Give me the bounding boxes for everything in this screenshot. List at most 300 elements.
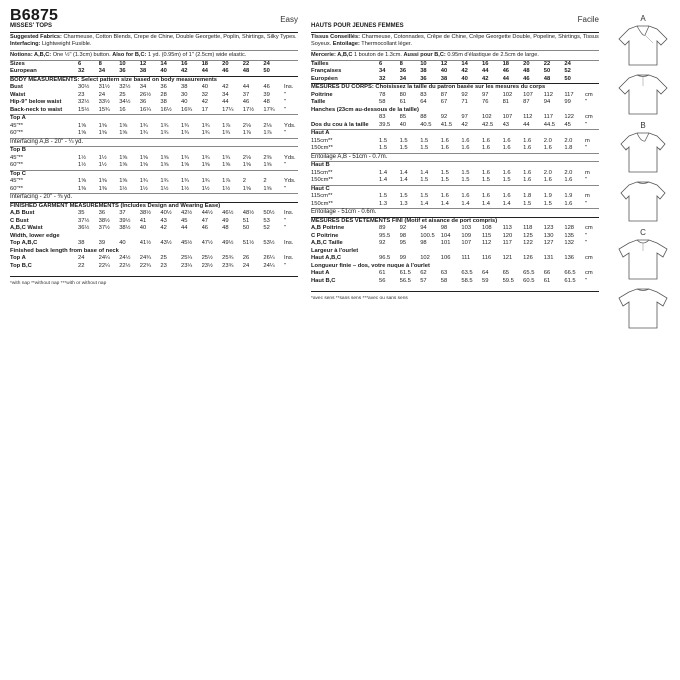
table-cell: 1⅝ — [263, 185, 272, 192]
notions-paragraph-fr — [311, 51, 599, 61]
fabric-section — [10, 170, 298, 202]
table-cell: 1¾ — [201, 154, 210, 161]
table-cell: 1.4 — [461, 200, 470, 207]
table-cell: 38 — [78, 240, 85, 247]
table-cell: 1.3 — [379, 200, 388, 207]
table-cell: 109 — [461, 232, 472, 239]
table-cell: 83 — [379, 114, 386, 121]
table-cell: 8 — [399, 60, 403, 67]
table-cell: 111 — [461, 255, 471, 262]
unit-cell: m — [585, 169, 590, 176]
unit-cell — [585, 76, 599, 84]
table-row — [311, 193, 599, 201]
table-row — [311, 240, 599, 248]
table-cell: 89 — [379, 225, 386, 232]
table-cell: 36 — [119, 68, 126, 75]
table-cell: 14 — [160, 60, 167, 67]
unit-cell — [284, 61, 298, 69]
table-cell: 50 — [564, 75, 571, 82]
table-cell: 25 — [119, 91, 126, 98]
table-cell: 127 — [543, 240, 554, 247]
table-cell: 1¾ — [139, 122, 148, 129]
table-cell: 23½ — [201, 262, 213, 269]
unit-cell: " — [284, 217, 287, 224]
difficulty: Easy — [280, 15, 298, 24]
table-cell: 1.6 — [523, 137, 532, 144]
table-cell: 1½ — [160, 185, 169, 192]
unit-cell: " — [284, 162, 287, 169]
table-cell: 66 — [543, 270, 551, 277]
table-cell: 44.5 — [543, 121, 556, 128]
table-cell: 59 — [481, 277, 489, 284]
table-row — [10, 155, 298, 163]
table-cell: 46 — [523, 75, 530, 82]
table-row — [10, 178, 298, 186]
table-cell: 1¾ — [180, 178, 190, 185]
width-heading-fr: Largeur à l'ourlet — [311, 247, 359, 254]
table-row — [10, 123, 298, 131]
table-cell: 38½ — [98, 217, 110, 224]
table-cell: 1.4 — [379, 169, 388, 176]
table-cell: 41.5 — [440, 121, 453, 128]
table-cell: 1.6 — [543, 177, 552, 184]
length-heading-fr: Longueur finie – dos, votre nuque à l'ourlet — [311, 262, 430, 269]
top-b-front-sketch — [615, 130, 671, 176]
table-cell: 99 — [564, 99, 571, 106]
table-cell: 2.0 — [564, 137, 573, 144]
table-cell: 22 — [242, 60, 250, 67]
table-cell: 1¾ — [201, 130, 210, 137]
unit-cell: " — [284, 130, 287, 137]
length-table — [10, 255, 298, 270]
notions-label: Notions: A,B,C: — [10, 51, 52, 58]
table-cell: 96.5 — [379, 255, 391, 262]
table-cell: 65 — [502, 270, 510, 277]
table-cell: 34½ — [119, 99, 131, 106]
table-cell: 1.5 — [502, 177, 511, 184]
table-cell: 23 — [78, 91, 85, 98]
table-cell: 16 — [119, 106, 126, 113]
top-c-back-sketch — [615, 286, 671, 332]
header — [10, 7, 298, 33]
table-row — [10, 130, 298, 138]
table-cell: 60.5 — [523, 277, 535, 284]
table-cell: 40 — [201, 84, 209, 91]
width-table — [10, 240, 298, 248]
row-label: Françaises — [311, 68, 342, 75]
notions-also-label: Also for B,C: — [112, 51, 147, 58]
table-cell: 39 — [263, 91, 270, 98]
table-cell: 50 — [543, 68, 551, 75]
table-cell: 12 — [139, 60, 147, 67]
table-cell: 1⅝ — [139, 162, 148, 169]
interfacing-text-fr: Thermocollant léger. — [361, 41, 412, 48]
table-cell: 65.5 — [523, 270, 535, 277]
table-cell: 48 — [523, 68, 530, 75]
table-cell: 1.6 — [502, 193, 511, 200]
table-cell: 1¾ — [160, 122, 169, 129]
table-cell: 1.5 — [481, 177, 491, 184]
table-cell: 14 — [461, 60, 468, 67]
table-cell: 58 — [379, 99, 386, 106]
table-cell: 37½ — [98, 225, 110, 232]
table-cell: 98 — [440, 225, 448, 232]
table-cell: 1.9 — [564, 193, 573, 200]
pattern-code: B6875 — [10, 7, 59, 24]
table-cell: 16 — [481, 60, 489, 67]
table-cell: 1⅞ — [222, 122, 231, 129]
fabrics-paragraph — [10, 33, 298, 51]
row-label: C Bust — [10, 217, 29, 224]
table-cell: 1.6 — [440, 145, 449, 152]
table-cell: 18 — [201, 60, 209, 67]
table-cell: 1.9 — [543, 193, 552, 200]
table-cell: 42 — [461, 121, 468, 128]
table-row — [311, 177, 599, 185]
table-cell: 46 — [263, 84, 270, 91]
table-cell: 113 — [502, 225, 512, 232]
table-cell: 58.5 — [461, 277, 473, 284]
table-cell: 1⅝ — [119, 178, 128, 185]
table-cell: 22¾ — [139, 262, 152, 269]
table-row — [311, 145, 599, 153]
table-row — [311, 61, 599, 69]
row-label: European — [10, 68, 37, 75]
table-row — [311, 278, 599, 286]
table-cell: 67 — [440, 99, 448, 106]
table-row — [10, 107, 298, 115]
table-cell: 131 — [543, 255, 554, 262]
table-cell: 44 — [502, 75, 510, 82]
row-label: 60"** — [10, 130, 24, 137]
table-cell: 32½ — [119, 84, 131, 91]
interfacing-text: Lightweight Fusible. — [42, 41, 92, 48]
table-cell: 81 — [502, 99, 510, 106]
table-cell: 39 — [98, 240, 106, 247]
table-cell: 115 — [481, 232, 492, 239]
table-cell: 48½ — [242, 210, 255, 217]
table-cell: 1⅝ — [263, 162, 272, 169]
table-cell: 33½ — [98, 99, 110, 106]
table-row — [311, 225, 599, 233]
table-cell: 71 — [461, 99, 468, 106]
table-cell: 61 — [399, 99, 407, 106]
row-label: A,B Bust — [10, 210, 35, 217]
table-cell: 87 — [440, 91, 448, 98]
table-cell: 17½ — [242, 106, 255, 113]
table-cell: 40 — [399, 121, 407, 128]
table-row — [10, 218, 298, 226]
table-cell: 1.6 — [523, 145, 532, 152]
table-row — [311, 233, 599, 241]
table-cell: 17¼ — [222, 106, 234, 113]
table-cell: 36 — [420, 75, 427, 82]
table-cell: 43 — [502, 121, 510, 128]
table-row — [311, 99, 599, 107]
table-cell: 1.6 — [481, 193, 491, 200]
body-heading-fr: MESURES DU CORPS: Choisissez la taille du patron basée sur les mesures du corps — [311, 84, 546, 91]
table-cell: 107 — [461, 240, 472, 247]
table-cell: 58 — [440, 277, 448, 284]
body-table-fr — [311, 92, 599, 107]
top-c-front-sketch — [615, 237, 671, 283]
finished-heading: FINISHED GARMENT MEASUREMENTS (Includes Design and Wearing Ease) — [10, 202, 221, 209]
table-cell: 51 — [242, 217, 250, 224]
unit-cell: " — [585, 232, 588, 239]
view-a-label: A — [640, 14, 646, 23]
table-cell: 6 — [379, 60, 383, 67]
table-cell: 63 — [440, 270, 448, 277]
table-cell: 1½ — [180, 185, 190, 192]
table-cell: 47½ — [201, 240, 213, 247]
table-cell: 92 — [399, 225, 407, 232]
table-cell: 1.4 — [420, 200, 429, 207]
table-cell: 40 — [180, 99, 188, 106]
table-cell: 49 — [222, 217, 229, 224]
table-cell: 24¼ — [263, 262, 275, 269]
table-cell: 20 — [523, 60, 530, 67]
table-cell: 1¾ — [201, 122, 210, 129]
table-cell: 1.4 — [399, 177, 408, 184]
table-cell: 34 — [379, 68, 386, 75]
table-cell: 42 — [180, 68, 188, 75]
table-cell: 16¾ — [180, 106, 193, 113]
table-cell: 1½ — [201, 185, 210, 192]
table-cell: 83 — [420, 91, 427, 98]
row-label — [311, 114, 379, 122]
table-cell: 44 — [201, 68, 209, 75]
table-cell: 1.6 — [481, 145, 491, 152]
header-fr — [311, 15, 599, 33]
unit-cell: " — [284, 99, 287, 106]
table-cell: 1.4 — [440, 200, 449, 207]
table-cell: 122 — [564, 114, 575, 121]
table-cell: 112 — [523, 114, 533, 121]
table-row — [311, 76, 599, 84]
table-cell: 44 — [222, 99, 229, 106]
table-cell: 2 — [263, 178, 267, 185]
table-cell: 6 — [78, 60, 82, 67]
english-column — [10, 7, 298, 288]
table-cell: 1.3 — [399, 200, 408, 207]
row-label: 45"** — [10, 178, 24, 185]
table-cell: 1.5 — [379, 137, 388, 144]
table-cell: 15½ — [78, 106, 90, 113]
table-cell: 48 — [222, 225, 229, 232]
table-cell: 1.6 — [461, 193, 470, 200]
table-cell: 53½ — [263, 240, 275, 247]
row-label: Back-neck to waist — [10, 106, 63, 113]
unit-cell: " — [585, 121, 588, 128]
table-cell: 1⅞ — [263, 130, 272, 137]
table-row — [311, 122, 599, 130]
unit-cell: Yds. — [284, 122, 296, 129]
table-row — [10, 99, 298, 107]
fabric-section — [10, 114, 298, 146]
table-cell: 56 — [379, 277, 386, 284]
table-cell: 2.0 — [564, 169, 573, 176]
table-row — [311, 255, 599, 263]
table-cell: 25½ — [201, 255, 213, 262]
table-cell: 1.6 — [523, 169, 532, 176]
row-label: Haut A — [311, 270, 330, 277]
table-cell: 135 — [564, 232, 575, 239]
row-label: Poitrine — [311, 91, 333, 98]
table-cell: 34 — [98, 68, 106, 75]
table-cell: 107 — [502, 114, 513, 121]
table-cell: 22½ — [119, 262, 131, 269]
table-cell: 1¾ — [139, 178, 148, 185]
table-cell: 44 — [180, 225, 188, 232]
table-cell: 2.0 — [543, 169, 552, 176]
table-cell: 25¾ — [222, 255, 234, 262]
fabric-section-label: Top A — [10, 115, 26, 122]
table-cell: 23 — [160, 262, 167, 269]
unit-cell: Yds. — [284, 154, 296, 161]
table-cell: 1½ — [139, 185, 148, 192]
table-cell: 95 — [399, 240, 407, 247]
table-cell: 38 — [139, 68, 147, 75]
table-cell: 45 — [180, 217, 188, 224]
table-cell: 40 — [461, 75, 468, 82]
table-cell: 88 — [420, 114, 427, 121]
table-cell: 1⅞ — [242, 130, 251, 137]
table-cell: 49½ — [222, 240, 234, 247]
table-row — [10, 210, 298, 218]
body-heading: BODY MEASUREMENTS: Select pattern size based on body measurements — [10, 76, 218, 83]
row-label: 60"** — [10, 185, 24, 192]
notions-also-text: 1 yd. (0.95m) of 1" (2.5cm) wide elastic. — [147, 51, 247, 58]
table-cell: 1.5 — [523, 200, 532, 207]
table-row — [10, 240, 298, 248]
table-row — [311, 68, 599, 76]
row-label: 150cm** — [311, 177, 333, 184]
table-cell: 1.6 — [502, 145, 511, 152]
table-cell: 92 — [440, 114, 448, 121]
table-cell: 44½ — [201, 210, 213, 217]
table-cell: 43½ — [160, 240, 172, 247]
table-cell: 1.5 — [440, 177, 449, 184]
table-cell: 25¼ — [180, 255, 193, 262]
table-cell: 1.6 — [481, 169, 491, 176]
table-cell: 1.5 — [461, 169, 470, 176]
row-label: 115cm** — [311, 169, 333, 176]
table-cell: 92 — [379, 240, 386, 247]
finished-table-fr — [311, 225, 599, 248]
table-cell: 38½ — [139, 210, 152, 217]
table-cell: 1.4 — [420, 169, 429, 176]
table-cell: 1¾ — [222, 154, 231, 161]
table-cell: 2⅜ — [263, 154, 272, 161]
table-cell: 1⅝ — [98, 122, 107, 129]
table-cell: 40 — [160, 68, 167, 75]
table-cell: 1⅜ — [98, 185, 107, 192]
table-cell: 24 — [98, 91, 106, 98]
table-cell: 45½ — [180, 240, 193, 247]
table-cell: 102 — [420, 255, 430, 262]
table-cell: 20 — [222, 60, 229, 67]
table-cell: 117 — [502, 240, 512, 247]
table-row — [10, 92, 298, 100]
view-sketches — [613, 14, 673, 335]
table-cell: 51½ — [242, 240, 255, 247]
table-cell: 108 — [481, 225, 492, 232]
table-cell: 48 — [543, 75, 551, 82]
table-cell: 28 — [160, 91, 167, 98]
table-cell: 57 — [420, 277, 427, 284]
table-cell: 26 — [242, 255, 250, 262]
table-cell: 1.8 — [523, 193, 532, 200]
table-cell: 42 — [222, 84, 229, 91]
unit-cell: " — [284, 185, 287, 192]
table-cell: 1¾ — [139, 130, 148, 137]
table-cell: 23¼ — [180, 262, 193, 269]
table-cell: 1½ — [78, 162, 87, 169]
fabrics-label: Suggested Fabrics: — [10, 34, 62, 40]
table-row — [311, 92, 599, 100]
unit-cell: Yds. — [284, 178, 296, 185]
table-cell: 32 — [78, 68, 85, 75]
table-cell: 1¾ — [201, 178, 210, 185]
table-cell: 130 — [543, 232, 554, 239]
interfacing-label: Interfacing: — [10, 41, 41, 48]
table-cell: 1⅝ — [78, 178, 87, 185]
table-cell: 1.5 — [379, 193, 388, 200]
table-cell: 42.5 — [481, 121, 494, 128]
table-cell: 78 — [379, 91, 386, 98]
row-label: Hip-9" below waist — [10, 99, 62, 106]
unit-cell: Ins. — [284, 240, 294, 247]
table-cell: 44 — [481, 68, 489, 75]
table-cell: 12 — [440, 60, 448, 67]
table-cell: 1.6 — [523, 177, 532, 184]
size-table — [10, 61, 298, 76]
table-cell: 1⅝ — [119, 130, 128, 137]
table-cell: 92 — [461, 91, 468, 98]
row-label: Taille — [311, 99, 326, 106]
fabric-section — [311, 129, 599, 161]
unit-cell: " — [284, 225, 287, 232]
table-row — [10, 186, 298, 194]
table-cell: 52 — [263, 225, 270, 232]
table-cell: 103 — [461, 225, 472, 232]
row-label: Dos du cou à la taille — [311, 121, 369, 128]
table-cell: 1⅜ — [78, 185, 87, 192]
table-cell: 1¾ — [160, 178, 169, 185]
table-cell: 1⅝ — [160, 154, 169, 161]
unit-cell: m — [585, 193, 590, 200]
table-cell: 24 — [263, 60, 270, 67]
row-label: Sizes — [10, 60, 25, 67]
table-cell: 64 — [420, 99, 427, 106]
table-cell: 56.5 — [399, 277, 411, 284]
view-c-label: C — [640, 228, 646, 237]
table-cell: 94 — [420, 225, 427, 232]
table-cell: 1.5 — [379, 145, 388, 152]
table-cell: 24 — [78, 255, 85, 262]
table-cell: 102 — [502, 91, 513, 98]
table-cell: 1.4 — [399, 169, 408, 176]
table-cell: 1.6 — [502, 169, 511, 176]
table-cell: 85 — [399, 114, 407, 121]
table-cell: 17 — [201, 106, 209, 113]
fabric-section-label: Haut B — [311, 162, 330, 169]
table-cell: 38 — [160, 99, 167, 106]
table-cell: 136 — [564, 255, 575, 262]
section-title: MISSES' TOPS — [10, 22, 52, 29]
table-cell: 1.6 — [564, 200, 573, 207]
table-row — [311, 170, 599, 178]
